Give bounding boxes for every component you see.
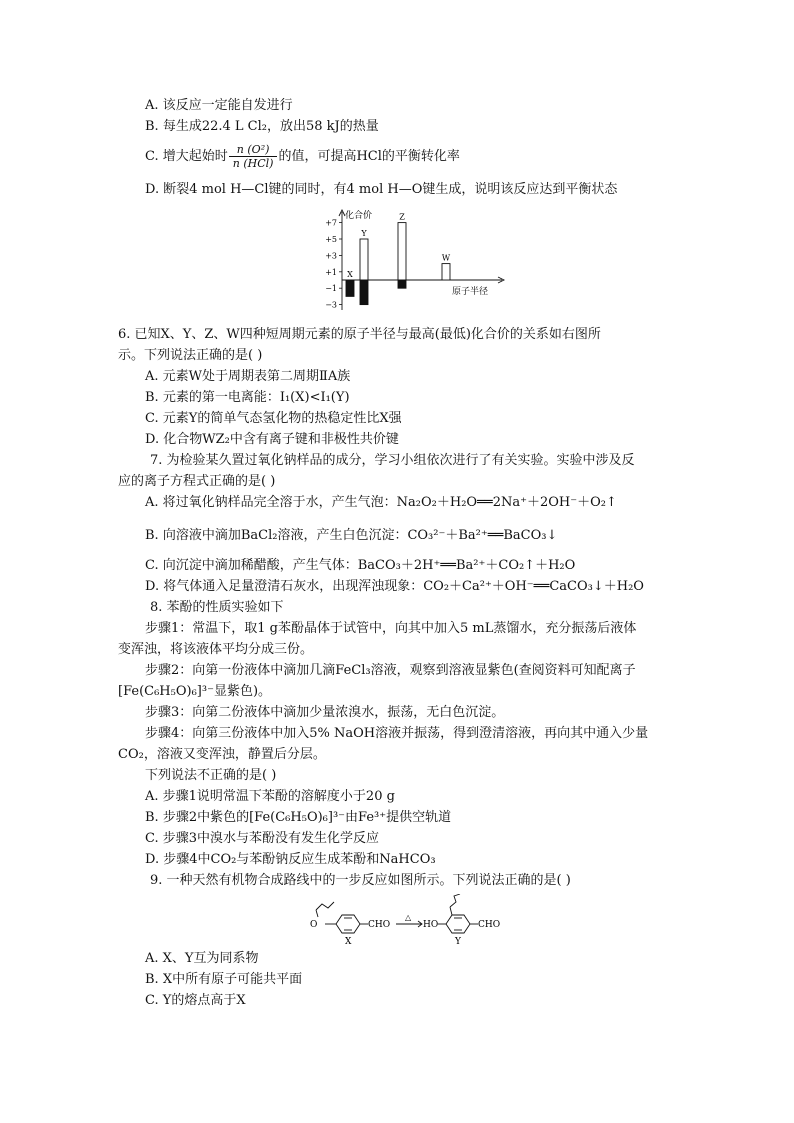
q8-step2-line2: [Fe(C₆H₅O)₆]³⁻显紫色)。 — [118, 684, 272, 699]
bar-max-w — [442, 264, 450, 280]
q8-option-b: B. 步骤2中紫色的[Fe(C₆H₅O)₆]³⁻由Fe³⁺提供空轨道 — [145, 810, 452, 825]
y-tick-label: −1 — [325, 284, 337, 294]
y-tick-label: +3 — [325, 251, 337, 261]
y-tick-label: +1 — [325, 267, 337, 277]
q5-option-a: A. 该反应一定能自发进行 — [145, 98, 293, 113]
y-tick-label: +5 — [325, 235, 337, 244]
element-label-x: X — [347, 270, 353, 279]
q8-step3: 步骤3：向第二份液体中滴加少量浓溴水，振荡，无白色沉淀。 — [145, 705, 505, 720]
q6-option-d: D. 化合物WZ₂中含有离子键和非极性共价键 — [145, 432, 399, 447]
x-axis-label: 原子半径 — [452, 287, 489, 297]
bar-max-y — [360, 239, 368, 280]
q6-option-b: B. 元素的第一电离能：I₁(X)<I₁(Y) — [145, 390, 350, 405]
q5-fraction — [229, 143, 278, 170]
q8-question: 下列说法不正确的是( ) — [145, 768, 277, 783]
q6-option-c: C. 元素Y的简单气态氢化物的热稳定性比X强 — [145, 411, 402, 426]
fraction-denominator: n (HCl) — [232, 157, 274, 170]
element-label-z: Z — [399, 212, 405, 222]
valence-radius-chart — [318, 206, 508, 312]
q9-stem: 9. 一种天然有机物合成路线中的一步反应如图所示。下列说法正确的是( ) — [150, 873, 571, 888]
hydroxyl-label: HO — [423, 920, 439, 930]
q9-option-c: C. Y的熔点高于X — [145, 993, 246, 1008]
cho-label-y: CHO — [478, 920, 501, 930]
q6-stem-line2: 示。下列说法正确的是( ) — [118, 348, 263, 363]
compound-x-label: X — [345, 937, 352, 947]
bar-min-x — [346, 280, 354, 296]
bar-min-y — [360, 280, 368, 305]
element-label-y: Y — [361, 229, 367, 238]
q8-step4-line2: CO₂，溶液又变浑浊，静置后分层。 — [118, 747, 326, 762]
heat-arrow-label: △ — [405, 913, 412, 922]
q6-option-a: A. 元素W处于周期表第二周期ⅡA族 — [145, 369, 351, 384]
q7-option-a: A. 将过氧化钠样品完全溶于水，产生气泡：Na₂O₂＋H₂O══2Na⁺＋2OH⁻＋O₂↑ — [145, 495, 617, 510]
q8-option-a: A. 步骤1说明常温下苯酚的溶解度小于20 g — [145, 789, 395, 804]
q8-option-d: D. 步骤4中CO₂与苯酚钠反应生成苯酚和NaHCO₃ — [145, 852, 436, 867]
q5-option-c-suffix: 的值，可提高HCl的平衡转化率 — [278, 149, 460, 164]
q7-option-b: B. 向溶液中滴加BaCl₂溶液，产生白色沉淀：CO₃²⁻＋Ba²⁺══BaCO₃↓ — [145, 528, 558, 543]
bar-min-z — [398, 280, 406, 288]
q7-option-c: C. 向沉淀中滴加稀醋酸，产生气体：BaCO₃＋2H⁺══Ba²⁺＋CO₂↑＋H₂O — [145, 558, 576, 573]
q5-option-d: D. 断裂4 mol H—Cl键的同时，有4 mol H—O键生成，说明该反应达到平衡状态 — [145, 182, 618, 197]
y-axis-label: 化合价 — [345, 211, 373, 221]
q5-option-b: B. 每生成22.4 L Cl₂，放出58 kJ的热量 — [145, 119, 379, 134]
cho-label-x: CHO — [368, 920, 391, 930]
q8-step1-line2: 变浑浊，将该液体平均分成三份。 — [118, 642, 314, 657]
bar-max-z — [398, 223, 406, 280]
compound-y-label: Y — [455, 937, 461, 947]
q8-stem: 8. 苯酚的性质实验如下 — [150, 600, 284, 615]
q7-stem-line1: 7. 为检验某久置过氧化钠样品的成分，学习小组依次进行了有关实验。实验中涉及反 — [150, 453, 635, 468]
element-label-w: W — [441, 253, 451, 263]
q8-step4-line1: 步骤4：向第三份液体中加入5% NaOH溶液并振荡，得到澄清溶液，再向其中通入少量 — [145, 726, 649, 741]
q8-step1-line1: 步骤1：常温下，取1 g苯酚晶体于试管中，向其中加入5 mL蒸馏水，充分振荡后液体 — [145, 621, 637, 636]
y-tick-label: −3 — [325, 300, 337, 310]
q8-step2-line1: 步骤2：向第一份液体中滴加几滴FeCl₃溶液，观察到溶液显紫色(查阅资料可知配离子 — [145, 663, 636, 678]
q7-option-d: D. 将气体通入足量澄清石灰水，出现浑浊现象：CO₂＋Ca²⁺＋OH⁻══CaCO₃↓＋H₂O — [145, 579, 644, 594]
reaction-scheme — [310, 894, 530, 954]
y-tick-label: +7 — [325, 218, 337, 228]
q6-stem-line1: 6. 已知X、Y、Z、W四种短周期元素的原子半径与最高(最低)化合价的关系如右图所 — [118, 327, 601, 342]
fraction-numerator: n (O²) — [229, 143, 278, 157]
oxygen-label: O — [310, 920, 318, 930]
q5-option-c-prefix: C. 增大起始时 — [145, 149, 228, 164]
q9-option-a: A. X、Y互为同系物 — [145, 951, 259, 966]
q8-option-c: C. 步骤3中溴水与苯酚没有发生化学反应 — [145, 831, 380, 846]
q7-stem-line2: 应的离子方程式正确的是( ) — [118, 474, 276, 489]
q5-option-c — [145, 141, 460, 173]
q9-option-b: B. X中所有原子可能共平面 — [145, 972, 303, 987]
